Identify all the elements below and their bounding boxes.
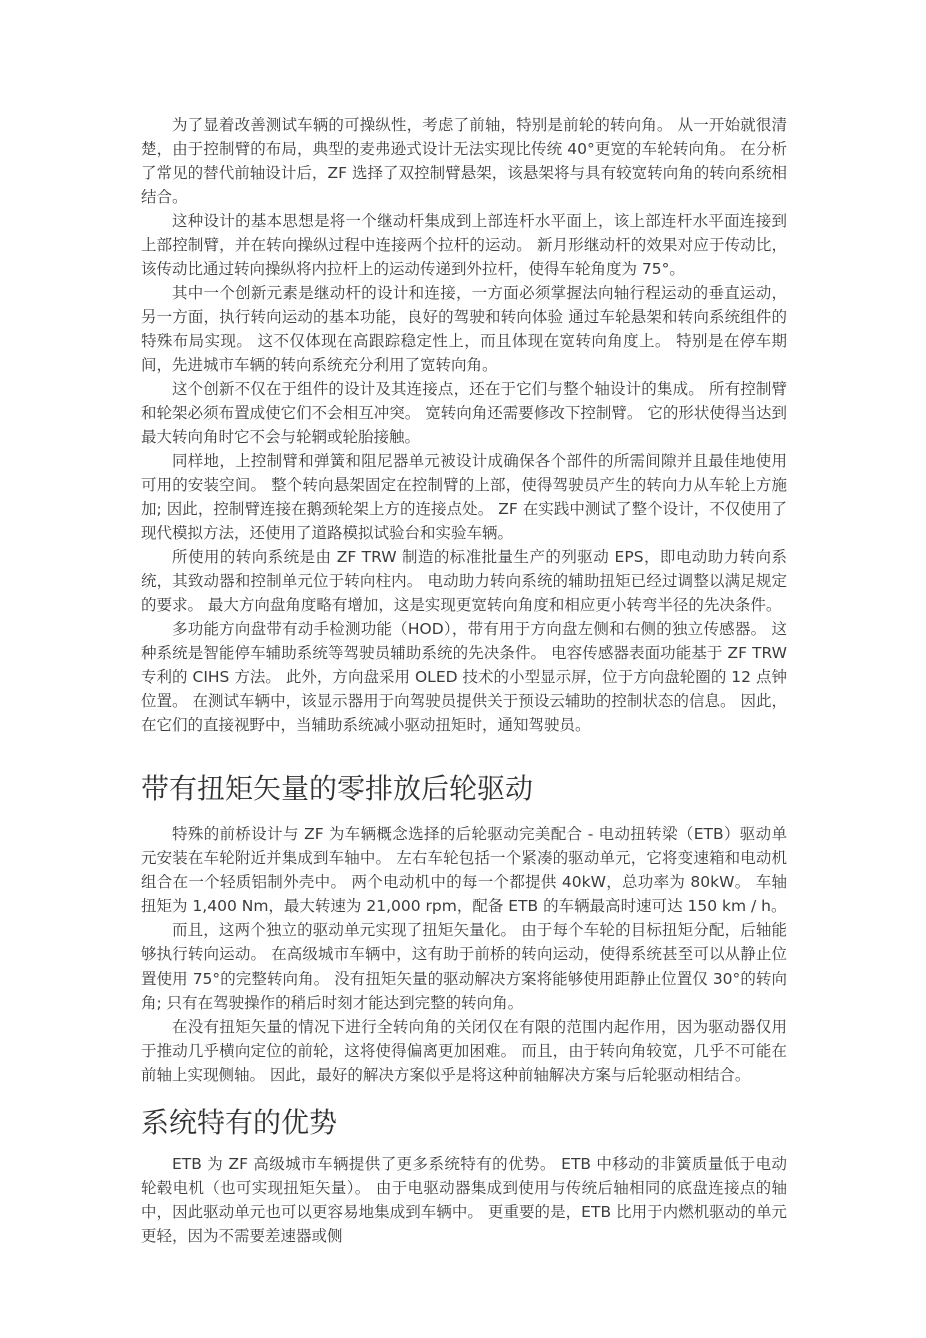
paragraph: 这个创新不仅在于组件的设计及其连接点，还在于它们与整个轴设计的集成。 所有控制臂和轮架必须布置成使它们不会相互冲突。 宽转向角还需要修改下控制臂。 它的形状使得当达到最大转向角时它不会与轮辋或轮胎接触。 bbox=[141, 380, 787, 447]
section-heading-system-advantages: 系统特有的优势 bbox=[141, 1105, 338, 1139]
paragraph: 在没有扭矩矢量的情况下进行全转向角的关闭仅在有限的范围内起作用，因为驱动器仅用于推动几乎横向定位的前轮，这将使得偏离更加困难。 而且，由于转向角较宽，几乎不可能在前轴上实现侧轴。 因此，最好的解决方案似乎是将这种前轴解决方案与后轮驱动相结合。 bbox=[141, 1017, 787, 1084]
paragraph: ETB 为 ZF 高级城市车辆提供了更多系统特有的优势。 ETB 中移动的非簧质量低于电动轮毂电机（也可实现扭矩矢量）。 由于电驱动器集成到使用与传统后轴相同的底盘连接点的轴中，因此驱动单元也可以更容易地集成到车辆中。 更重要的是，ETB 比用于内燃机驱动的单元更轻，因为不需要差速器或侧 bbox=[141, 1154, 787, 1245]
paragraph: 同样地，上控制臂和弹簧和阻尼器单元被设计成确保各个部件的所需间隙并且最佳地使用可用的安装空间。 整个转向悬架固定在控制臂的上部，使得驾驶员产生的转向力从车轮上方施加; 因此，控制臂连接在鹅颈轮架上方的连接点处。 ZF 在实践中测试了整个设计，不仅使用了现代模拟方法，还使用了道路模拟试验台和实验车辆。 bbox=[141, 452, 787, 543]
paragraph: 特殊的前桥设计与 ZF 为车辆概念选择的后轮驱动完美配合 - 电动扭转梁（ETB）驱动单元安装在车轮附近并集成到车轴中。 左右车轮包括一个紧凑的驱动单元，它将变速箱和电动机组合在一个轻质铝制外壳中。 两个电动机中的每一个都提供 40kW，总功率为 80kW。 车轴扭矩为 1,400 Nm，最大转速为 21,000 rpm，配备 ETB 的车辆最高时速可达 150 km / h。 bbox=[141, 825, 787, 916]
paragraph: 多功能方向盘带有动手检测功能（HOD），带有用于方向盘左侧和右侧的独立传感器。 这种系统是智能停车辅助系统等驾驶员辅助系统的先决条件。 电容传感器表面功能基于 ZF TRW 专利的 CIHS 方法。 此外，方向盘采用 OLED 技术的小型显示屏，位于方向盘轮圈的 12 点钟位置。 在测试车辆中，该显示器用于向驾驶员提供关于预设云辅助的控制状态的信息。 因此，在它们的直接视野中，当辅助系统减小驱动扭矩时，通知驾驶员。 bbox=[141, 620, 787, 735]
paragraph: 为了显着改善测试车辆的可操纵性，考虑了前轴，特别是前轮的转向角。 从一开始就很清楚，由于控制臂的布局，典型的麦弗逊式设计无法实现比传统 40°更宽的车轮转向角。 在分析了常见的替代前轴设计后，ZF 选择了双控制臂悬架，该悬架将与具有较宽转向角的转向系统相结合。 bbox=[141, 116, 787, 207]
paragraph: 而且，这两个独立的驱动单元实现了扭矩矢量化。 由于每个车轮的目标扭矩分配，后轴能够执行转向运动。 在高级城市车辆中，这有助于前桥的转向运动，使得系统甚至可以从静止位置使用 75°的完整转向角。 没有扭矩矢量的驱动解决方案将能够使用距静止位置仅 30°的转向角; 只有在驾驶操作的稍后时刻才能达到完整的转向角。 bbox=[141, 921, 787, 1012]
section-heading-rear-wheel-drive: 带有扭矩矢量的零排放后轮驱动 bbox=[141, 772, 534, 806]
paragraph: 其中一个创新元素是继动杆的设计和连接，一方面必须掌握法向轴行程运动的垂直运动，另一方面，执行转向运动的基本功能，良好的驾驶和转向体验 通过车轮悬架和转向系统组件的特殊布局实现。 这不仅体现在高跟踪稳定性上，而且体现在宽转向角度上。 特别是在停车期间，先进城市车辆的转向系统充分利用了宽转向角。 bbox=[141, 284, 787, 375]
paragraph: 这种设计的基本思想是将一个继动杆集成到上部连杆水平面上，该上部连杆水平面连接到上部控制臂，并在转向操纵过程中连接两个拉杆的运动。 新月形继动杆的效果对应于传动比，该传动比通过转向操纵将内拉杆上的运动传递到外拉杆，使得车轮角度为 75°。 bbox=[141, 212, 787, 279]
paragraph: 所使用的转向系统是由 ZF TRW 制造的标准批量生产的列驱动 EPS，即电动助力转向系统，其致动器和控制单元位于转向柱内。 电动助力转向系统的辅助扭矩已经过调整以满足规定的要求。 最大方向盘角度略有增加，这是实现更宽转向角度和相应更小转弯半径的先决条件。 bbox=[141, 548, 787, 615]
